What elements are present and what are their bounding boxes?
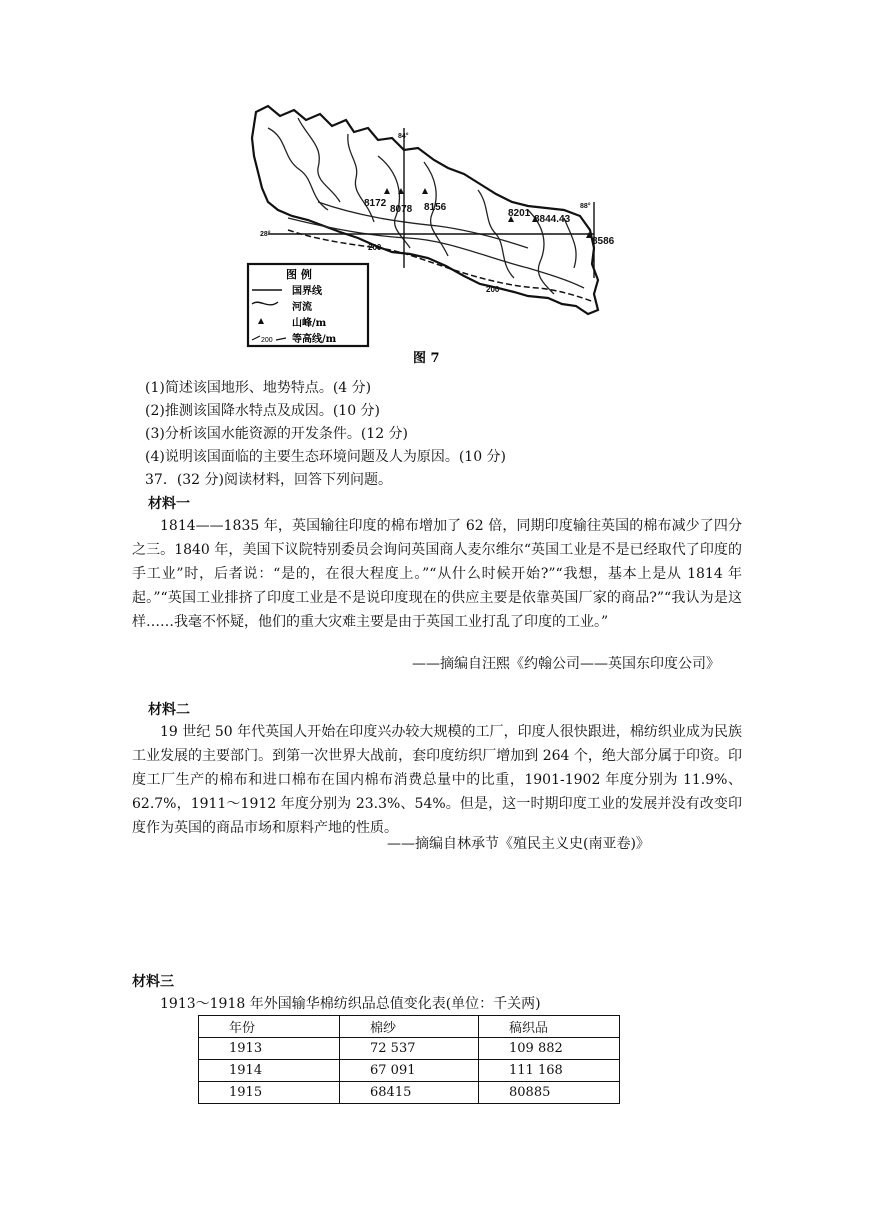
table-caption: 1913～1918 年外国输华棉纺织品总值变化表(单位：千关两) <box>160 996 541 1012</box>
table-cell: 1914 <box>199 1060 340 1082</box>
material2-heading: 材料二 <box>148 702 190 718</box>
question-4: (4)说明该国面临的主要生态环境问题及人为原因。(10 分) <box>145 449 507 465</box>
contour-label: 200 <box>486 285 500 294</box>
table-header-cell: 年份 <box>199 1016 340 1038</box>
legend-label: 山峰/m <box>292 318 327 329</box>
peak-label: 8078 <box>390 204 413 215</box>
material2-source: ——摘编自林承节《殖民主义史(南亚卷)》 <box>387 836 650 852</box>
material1-source: ——摘编自汪熙《约翰公司——英国东印度公司》 <box>412 656 720 672</box>
peak-markers <box>384 188 592 238</box>
table-row <box>199 1060 620 1082</box>
material1-text: 1814——1835 年，英国输往印度的棉布增加了 62 倍，同期印度输往英国的棉布减少了四分之三。1840 年，美国下议院特别委员会询问英国商人麦尔维尔“英国工业是不是已经取代了印度的手工业”时，后者说：“是的，在很大程度上。”“从什么时候开始?”“我想，基本上是从 1814 年起。”“英国工业排挤了印度工业是不是说印度现在的供应主要是依靠英国厂家的商品?”“我认为是这样……我毫不怀疑，他们的重大灾难主要是由于英国工业打乱了印度的工业。” <box>132 518 742 630</box>
map-figure <box>228 98 628 370</box>
lon-84-label: 84° <box>398 133 409 140</box>
legend-contour-sample: 200 <box>261 337 273 344</box>
table-header-cell: 棉纱 <box>340 1016 479 1038</box>
question-2: (2)推测该国降水特点及成因。(10 分) <box>145 403 381 419</box>
table-cell: 72 537 <box>340 1038 479 1060</box>
map-legend <box>248 264 368 346</box>
nepal-map <box>228 98 628 370</box>
table-cell: 68415 <box>340 1082 479 1104</box>
peak-label: 8172 <box>364 198 387 209</box>
table-header-row <box>199 1016 620 1038</box>
legend-label: 河流 <box>292 302 312 313</box>
table-cell: 80885 <box>479 1082 620 1104</box>
peak-label: 8844.43 <box>534 214 571 225</box>
legend-title: 图 例 <box>286 268 312 281</box>
trade-table <box>198 1015 620 1104</box>
peak-icon <box>384 188 390 194</box>
table-cell: 1913 <box>199 1038 340 1060</box>
lon-88-label: 88° <box>580 203 591 210</box>
peak-label: 8201 <box>508 208 531 219</box>
material1-body <box>132 514 742 634</box>
material2-body <box>132 720 742 840</box>
question-37: 37．(32 分)阅读材料，回答下列问题。 <box>145 472 393 488</box>
peak-label: 8156 <box>424 202 447 213</box>
table-cell: 109 882 <box>479 1038 620 1060</box>
material3-heading: 材料三 <box>132 974 174 990</box>
table-cell: 111 168 <box>479 1060 620 1082</box>
peak-icon <box>422 188 428 194</box>
material2-text: 19 世纪 50 年代英国人开始在印度兴办较大规模的工厂，印度人很快跟进，棉纺织业成为民族工业发展的主要部门。到第一次世界大战前，套印度纺织厂增加到 264 个，绝大部分属于印资。印度工厂生产的棉布和进口棉布在国内棉布消费总量中的比重，1901-1902 年度分别为 11.9%、62.7%，1911～1912 年度分别为 23.3%、54%。但是，这一时期印度工业的发展并没有改变印度作为英国的商品市场和原料产地的性质。 <box>132 724 742 836</box>
table-row <box>199 1082 620 1104</box>
table-header-cell: 稿织品 <box>479 1016 620 1038</box>
table-row <box>199 1038 620 1060</box>
lat-28-label: 28° <box>260 231 271 238</box>
contour-label: 200 <box>368 243 382 252</box>
legend-label: 国界线 <box>292 286 322 297</box>
question-3: (3)分析该国水能资源的开发条件。(12 分) <box>145 426 409 442</box>
question-1: (1)简述该国地形、地势特点。(4 分) <box>145 380 372 396</box>
map-caption: 图 7 <box>413 351 440 366</box>
legend-label: 等高线/m <box>292 334 337 345</box>
material1-heading: 材料一 <box>148 496 190 512</box>
peak-label: 8586 <box>592 236 615 247</box>
table-cell: 1915 <box>199 1082 340 1104</box>
table-cell: 67 091 <box>340 1060 479 1082</box>
